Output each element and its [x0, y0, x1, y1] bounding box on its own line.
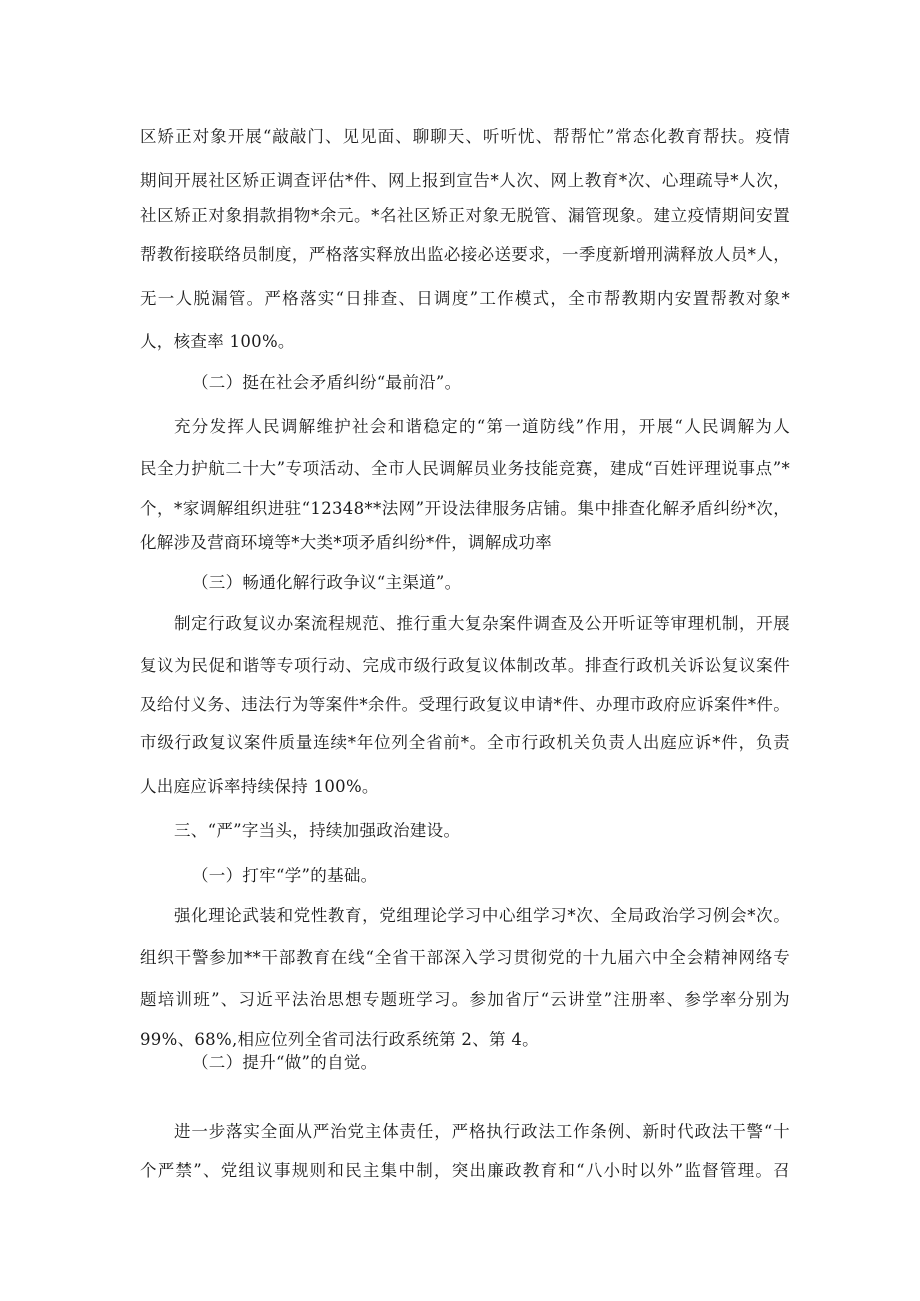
text-line: 人出庭应诉率持续保持 100%。	[140, 777, 379, 796]
text-line: 制定行政复议办案流程规范、推行重大复杂案件调查及公开听证等审理机制，开展	[174, 614, 790, 633]
text-line: 强化理论武装和党性教育，党组理论学习中心组学习*次、全局政治学习例会*次。	[174, 906, 790, 925]
text-line: 区矫正对象开展“敲敲门、见见面、聊聊天、听听忧、帮帮忙”常态化教育帮扶。疫情	[140, 127, 790, 146]
text-line: 民全力护航二十大”专项活动、全市人民调解员业务技能竞赛，建成“百姓评理说事点”*	[140, 459, 790, 478]
chapter-heading: 三、“严”字当头，持续加强政治建设。	[174, 821, 461, 840]
text-line: 及给付义务、违法行为等案件*余件。受理行政复议申请*件、办理市政府应诉案件*件。	[140, 695, 790, 714]
text-line: 题培训班”、习近平法治思想专题班学习。参加省厅“云讲堂”注册率、参学率分别为	[140, 990, 790, 1009]
text-line: 充分发挥人民调解维护社会和谐稳定的“第一道防线”作用，开展“人民调解为人	[174, 417, 790, 436]
text-line: 进一步落实全面从严治党主体责任，严格执行政法工作条例、新时代政法干警“十	[174, 1122, 790, 1141]
text-line: 帮教衔接联络员制度，严格落实释放出监必接必送要求，一季度新增刑满释放人员*人，	[140, 245, 790, 264]
section-heading: （一）打牢“学”的基础。	[192, 866, 378, 885]
text-line: 化解涉及营商环境等*大类*项矛盾纠纷*件，调解成功率	[140, 533, 553, 552]
text-line: 社区矫正对象捐款捐物*余元。*名社区矫正对象无脱管、漏管现象。建立疫情期间安置	[140, 206, 790, 225]
text-line: 组织干警参加**干部教育在线“全省干部深入学习贯彻党的十九届六中全会精神网络专	[140, 948, 790, 967]
section-heading: （二）提升“做”的自觉。	[192, 1053, 378, 1072]
text-line: 99%、68%,相应位列全省司法行政系统第 2、第 4。	[140, 1030, 539, 1049]
section-heading: （三）畅通化解行政争议“主渠道”。	[192, 573, 462, 592]
text-line: 人，核查率 100%。	[140, 332, 295, 351]
text-line: 期间开展社区矫正调查评估*件、网上报到宣告*人次、网上教育*次、心理疏导*人次，	[140, 171, 790, 190]
section-heading: （二）挺在社会矛盾纠纷“最前沿”。	[192, 373, 462, 392]
text-line: 复议为民促和谐等专项行动、完成市级行政复议体制改革。排查行政机关诉讼复议案件	[140, 656, 790, 675]
text-line: 个，*家调解组织进驻“12348**法网”开设法律服务店铺。集中排查化解矛盾纠纷*次，	[140, 499, 790, 518]
text-line: 无一人脱漏管。严格落实“日排查、日调度”工作模式，全市帮教期内安置帮教对象*	[140, 289, 790, 308]
text-line: 市级行政复议案件质量连续*年位列全省前*。全市行政机关负责人出庭应诉*件，负责	[140, 733, 790, 752]
text-line: 个严禁”、党组议事规则和民主集中制，突出廉政教育和“八小时以外”监督管理。召	[140, 1161, 790, 1180]
